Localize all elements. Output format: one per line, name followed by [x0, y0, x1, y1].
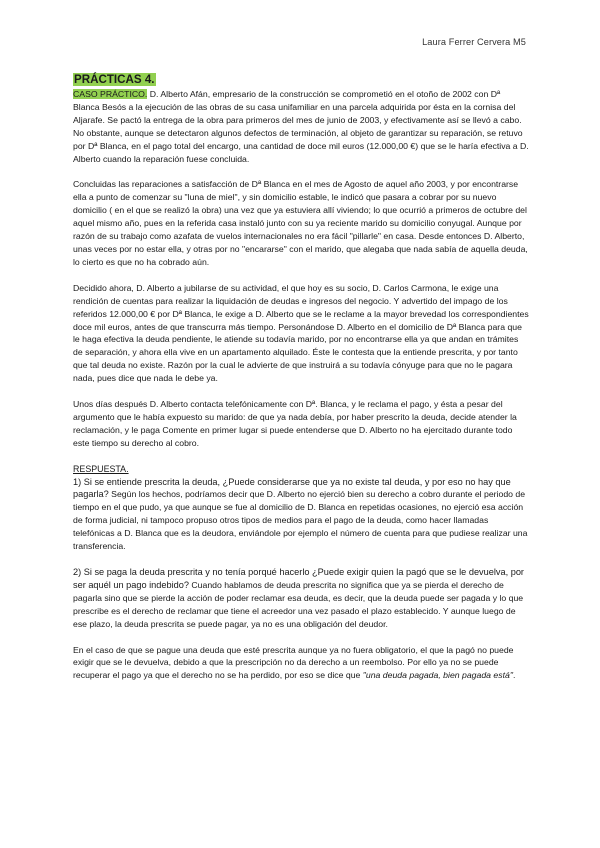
case-label: CASO PRÁCTICO.	[73, 89, 148, 99]
question-1: 1) Si se entiende prescrita la deuda, ¿Puede considerarse que ya no existe tal deuda, y por eso no hay que pagarla?	[73, 476, 511, 500]
answer-2-text: Cuando hablamos de deuda prescrita no significa que ya se pierda el derecho de pagarla sino que se pierde la acción de poder reclamar esa deuda, es decir, que la deuda puede ser pagada y lo que prescribe es el derecho de reclamar que tiene el acreedor una vez pasado el plazo establecido. Y aunque luego de ese plazo, la deuda prescrita se puede pagar, ya no es una obligación del deudor.	[73, 579, 524, 629]
case-paragraph-4: Unos días después D. Alberto contacta telefónicamente con Dª. Blanca, y le reclama el pago, y ésta a pesar del argumento que le había expuesto su marido: de que ya nada debía, por haber prescrito la deuda, decide atender la reclamación, y le paga Comente en primer lugar si puede entenderse que D. Alberto no ha ejercitado durante todo este tiempo su derecho al cobro.	[73, 399, 517, 448]
question-2: 2) Si se paga la deuda prescrita y no tenía porqué hacerlo ¿Puede exigir quien la pagó que se le devuelva, por ser aquél un pago indebido?	[73, 567, 524, 590]
answer-1	[73, 476, 529, 553]
answer-2	[73, 566, 529, 631]
case-p1-text: D. Alberto Afán, empresario de la construcción se comprometió en el otoño de 2002 con Dª Blanca Besós a la ejecución de las obras de su casa unifamiliar en una parcela adquirida por ésta en la cornisa del Aljarafe. Se pactó la entrega de la obra para primeros del mes de junio de 2003, y efectivamente así se llevó a cabo. No obstante, aunque se detectaron algunos defectos de terminación, al objeto de garantizar su reparación, se retuvo por Dª Blanca, en el pago total del encargo, una cantidad de doce mil euros (12.000,00 €) que se le haría efectiva a D. Alberto cuando la reparación fuese concluida.	[73, 89, 529, 164]
respuesta-title: RESPUESTA.	[73, 463, 129, 474]
final-paragraph	[73, 644, 529, 683]
case-paragraph-2: Concluidas las reparaciones a satisfacción de Dª Blanca en el mes de Agosto de aquel año 2003, y por encontrarse ella a punto de comenzar su "luna de miel", y sin domicilio estable, le indicó que pasara a cobrar por su nuevo domicilio ( en el que se realizó la obra) una vez que ya estuviera allí viviendo; lo que ocurrió a primeros de octubre del aquel mismo año, pues en la referida casa instaló junto con su ya reciente marido su domicilio conyugal. Aunque por razón de su trabajo como azafata de vuelos internacionales no era fácil "pillarle" en casa. Desde entonces D. Alberto, unas veces por no estar ella, y otras por no "encararse" con el marido, que alegaba que nada sabía de aquella deuda, lo cierto es que no ha cobrado aún.	[73, 179, 528, 267]
final-quote: "una deuda pagada, bien pagada está"	[362, 670, 513, 681]
document-body	[73, 70, 529, 682]
answer-1-text: Según los hechos, podríamos decir que D. Alberto no ejerció bien su derecho a cobro durante el periodo de tiempo en el que pudo, ya que aunque se fue al domicilio de D. Blanca en repetidas ocasiones, no ejerció esa acción de forma judicial, ni tampoco propuso otros tipos de medios para el pago de la deuda, como hacer llamadas telefónicas a D. Blanca que es la deudora, enviándole por ejemplo el número de cuenta para que pudiese realizar una transferencia.	[73, 489, 528, 552]
header-author: Laura Ferrer Cervera M5	[422, 37, 526, 47]
case-paragraph-1	[73, 88, 529, 165]
final-text: En el caso de que se pague una deuda que esté prescrita aunque ya no fuera obligatorio, el que la pagó no puede exigir que se le devuelva, debido a que la prescripción no da derecho a un reembolso. Por ello ya no se puede recuperar el pago ya que el derecho no se ha perdido, por eso se dice que	[73, 644, 514, 681]
case-paragraph-3: Decidido ahora, D. Alberto a jubilarse de su actividad, el que hoy es su socio, D. Carlos Carmona, le exige una rendición de cuentas para realizar la liquidación de deudas e ingresos del negocio. Y advertido del impago de los referidos 12.000,00 € por Dª Blanca, le exige a D. Alberto que se le reclame a la mayor brevedad los correspondientes doce mil euros, antes de que transcurra más tiempo. Personándose D. Alberto en el domicilio de Dª Blanca para que le haga efectiva la deuda pendiente, le atiende su todavía marido, por no encontrarse ella ya que andan en trámites de separación, y ahora ella vive en un apartamento alquilado. Éste le contesta que la entiende prescrita, y por tanto que tal deuda no existe. Razón por la cual le advierte de que instruirá a su todavía cónyuge para que no le pagara nada, pues dice que nada le debe ya.	[73, 282, 529, 384]
page-title: PRÁCTICAS 4.	[74, 73, 155, 86]
final-quote-end: .	[512, 670, 516, 681]
